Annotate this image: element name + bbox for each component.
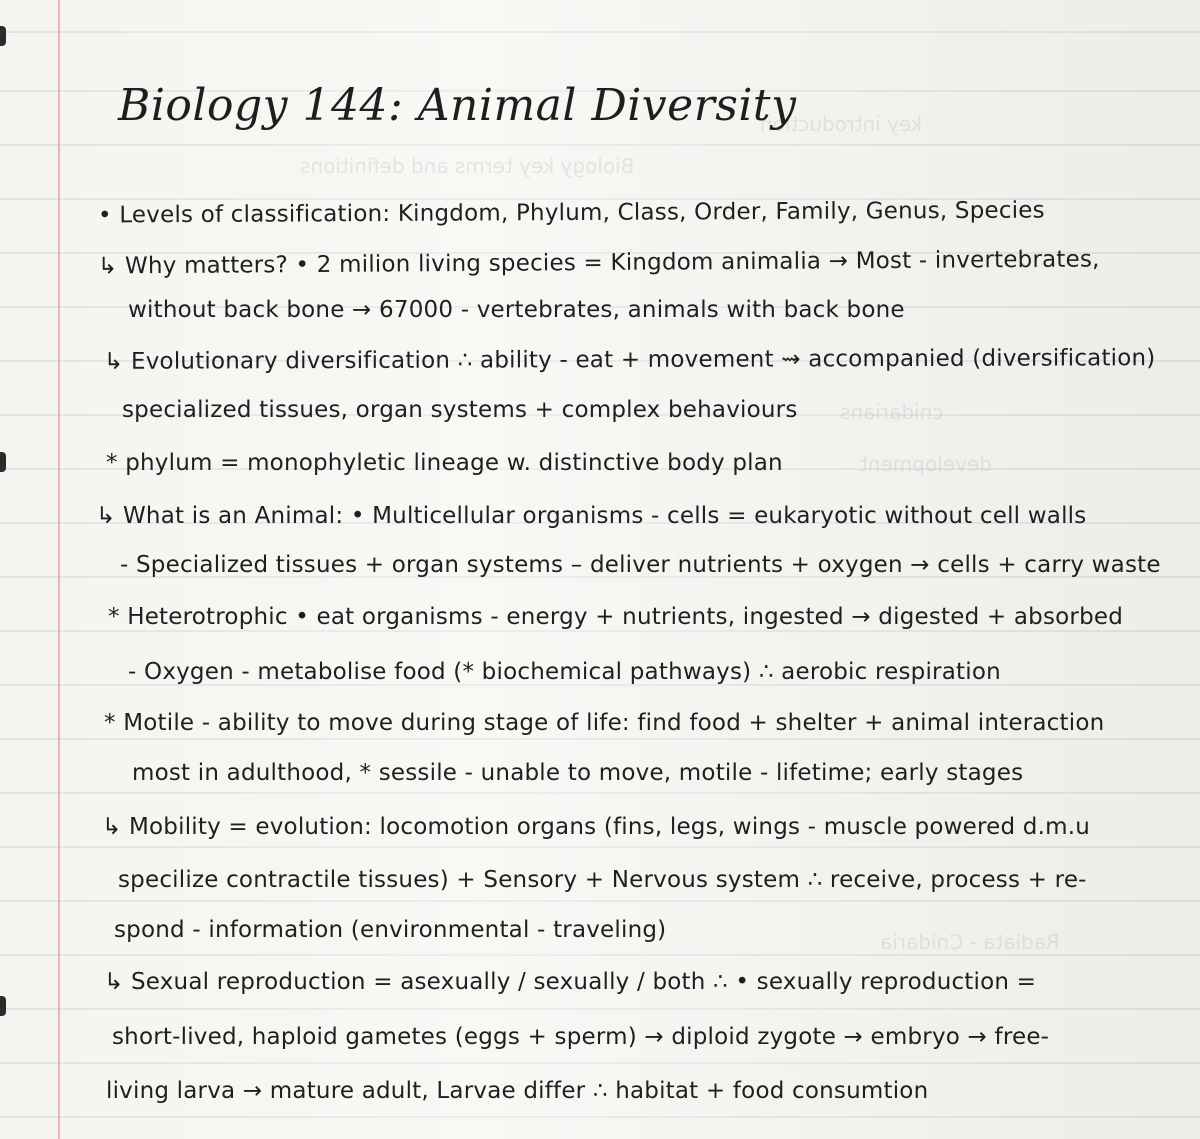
bleed-through-text: Radiata - Cnidaria [880, 930, 1060, 954]
note-line: ↳ Evolutionary diversification ∴ ability - eat + movement ⇝ accompanied (diversification) [103, 345, 1156, 375]
note-line: ↳ Sexual reproduction = asexually / sexually / both ∴ • sexually reproduction = [104, 969, 1037, 995]
note-line: * Motile - ability to move during stage of life: find food + shelter + animal interaction [104, 710, 1105, 736]
note-line: spond - information (environmental - traveling) [114, 917, 667, 943]
note-line: ↳ Why matters? • 2 milion living species = Kingdom animalia → Most - invertebrates, [97, 246, 1100, 280]
note-line: • Levels of classification: Kingdom, Phylum, Class, Order, Family, Genus, Species [97, 197, 1045, 229]
bleed-through-text: key introduction [760, 112, 923, 136]
note-line: - Oxygen - metabolise food (* biochemical pathways) ∴ aerobic respiration [128, 659, 1001, 685]
punch-hole-mark [0, 452, 6, 472]
margin-line [58, 0, 60, 1139]
page-title: Biology 144: Animal Diversity [118, 80, 797, 131]
note-line: specilize contractile tissues) + Sensory + Nervous system ∴ receive, process + re- [118, 867, 1087, 893]
bleed-through-text: Biology key terms and definitions [300, 154, 635, 178]
bleed-through-text: development [860, 452, 992, 476]
note-line: without back bone → 67000 - vertebrates, animals with back bone [128, 297, 905, 323]
note-line: * phylum = monophyletic lineage w. distinctive body plan [106, 450, 783, 476]
note-line: - Specialized tissues + organ systems – deliver nutrients + oxygen → cells + carry waste [120, 552, 1161, 578]
note-line: * Heterotrophic • eat organisms - energy + nutrients, ingested → digested + absorbed [108, 604, 1124, 630]
note-line: specialized tissues, organ systems + complex behaviours [122, 397, 798, 423]
note-line: living larva → mature adult, Larvae differ ∴ habitat + food consumtion [106, 1078, 929, 1104]
note-line: most in adulthood, * sessile - unable to move, motile - lifetime; early stages [132, 760, 1024, 786]
note-line: ↳ Mobility = evolution: locomotion organs (fins, legs, wings - muscle powered d.m.u [102, 814, 1091, 840]
note-line: short-lived, haploid gametes (eggs + sperm) → diploid zygote → embryo → free- [112, 1024, 1050, 1050]
bleed-through-text: cnidarians [840, 400, 944, 424]
punch-hole-mark [0, 996, 6, 1016]
punch-hole-mark [0, 26, 6, 46]
note-line: ↳ What is an Animal: • Multicellular organisms - cells = eukaryotic without cell walls [96, 503, 1087, 529]
